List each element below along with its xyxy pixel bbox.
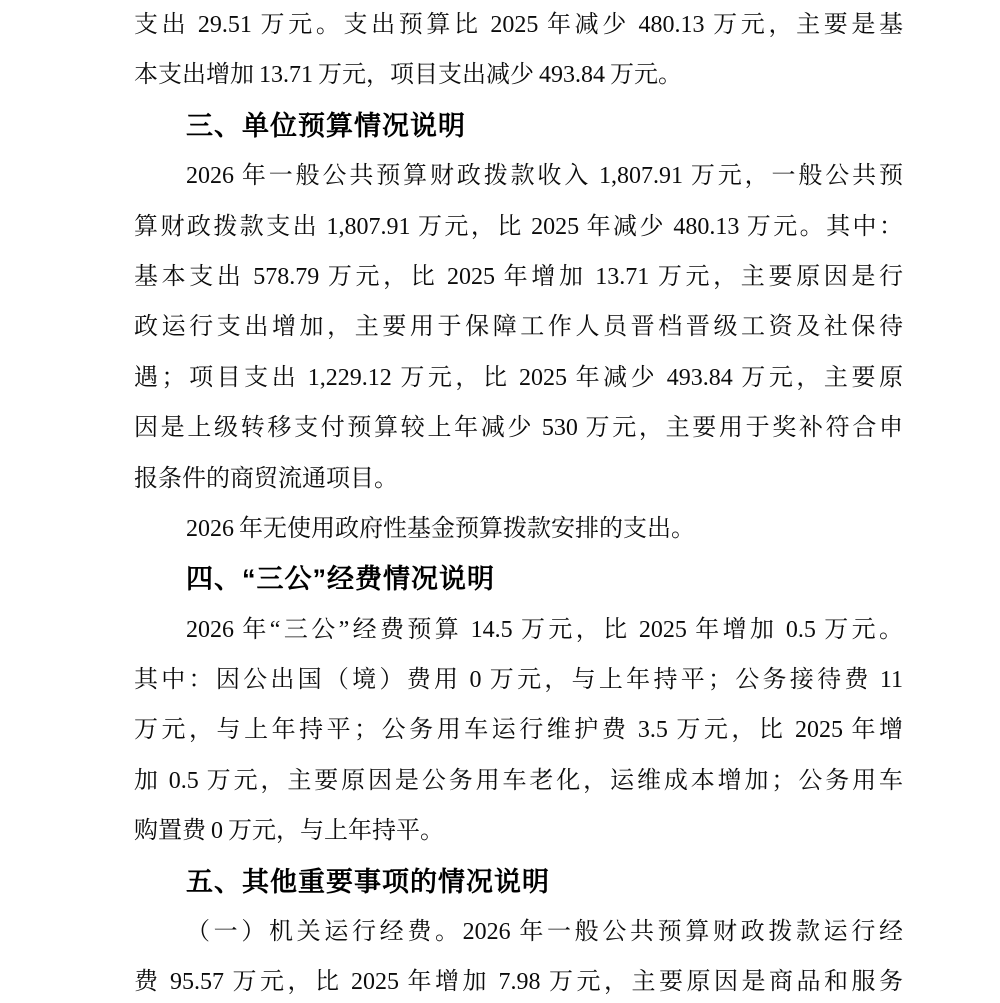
text-line: 2026 年“三公”经费预算 14.5 万元，比 2025 年增加 0.5 万元。 <box>186 616 903 643</box>
section-heading: 四、“三公”经费情况说明 <box>186 564 495 595</box>
section-heading: 五、其他重要事项的情况说明 <box>186 866 550 897</box>
text-line: 本支出增加 13.71 万元，项目支出减少 493.84 万元。 <box>134 62 682 89</box>
text-line: 因是上级转移支付预算较上年减少 530 万元，主要用于奖补符合申 <box>134 415 903 442</box>
text-line: 算财政拨款支出 1,807.91 万元，比 2025 年减少 480.13 万元。其中： <box>134 213 903 240</box>
text-line: 费 95.57 万元，比 2025 年增加 7.98 万元，主要原因是商品和服务 <box>134 969 903 996</box>
text-line: 基本支出 578.79 万元，比 2025 年增加 13.71 万元，主要原因是行 <box>134 263 903 290</box>
text-line: 遇；项目支出 1,229.12 万元，比 2025 年减少 493.84 万元，主要原 <box>134 364 903 391</box>
document-text-column <box>134 0 903 1003</box>
text-line: 支出 29.51 万元。支出预算比 2025 年减少 480.13 万元，主要是基 <box>134 12 903 38</box>
text-line: 2026 年无使用政府性基金预算拨款安排的支出。 <box>186 515 695 542</box>
section-heading: 三、单位预算情况说明 <box>186 110 466 141</box>
text-line: 政运行支出增加，主要用于保障工作人员晋档晋级工资及社保待 <box>134 314 903 341</box>
text-line: （一）机关运行经费。2026 年一般公共预算财政拨款运行经 <box>186 919 903 946</box>
text-line: 万元，与上年持平；公务用车运行维护费 3.5 万元，比 2025 年增 <box>134 717 903 744</box>
text-line: 2026 年一般公共预算财政拨款收入 1,807.91 万元，一般公共预 <box>186 163 903 190</box>
text-line: 加 0.5 万元，主要原因是公务用车老化，运维成本增加；公务用车 <box>134 767 903 794</box>
text-line: 购置费 0 万元，与上年持平。 <box>134 818 444 845</box>
text-line: 其中：因公出国（境）费用 0 万元，与上年持平；公务接待费 11 <box>134 667 903 694</box>
text-line: 报条件的商贸流通项目。 <box>134 465 398 492</box>
